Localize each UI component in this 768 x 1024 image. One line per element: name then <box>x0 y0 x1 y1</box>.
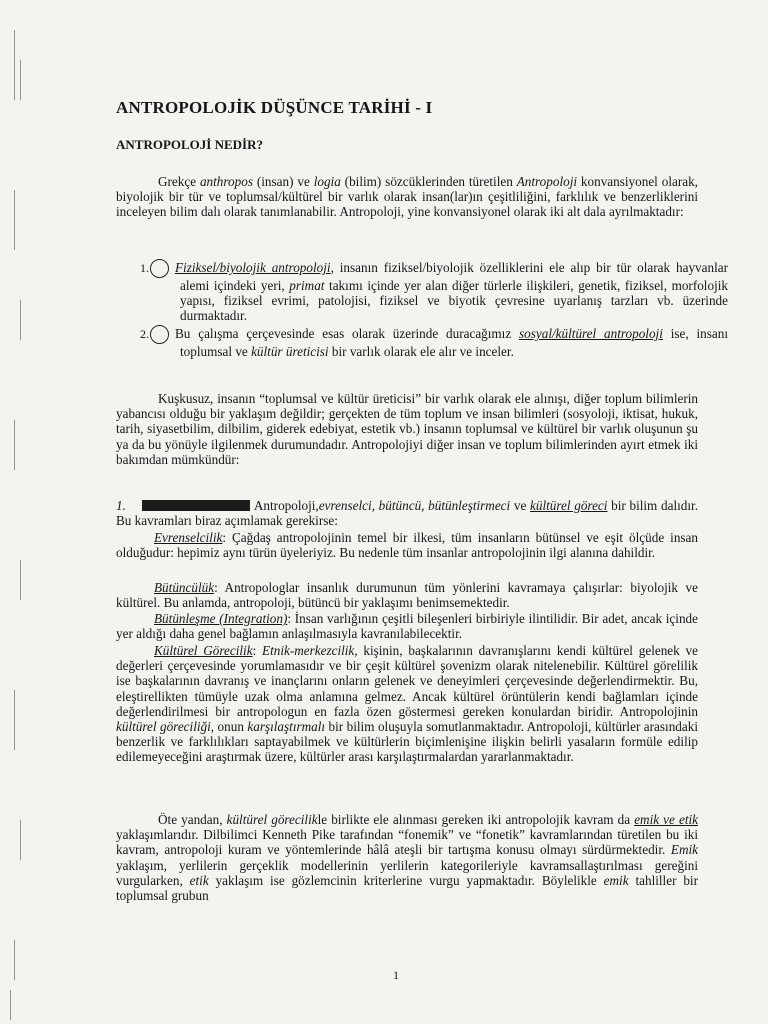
definition-kulturel-gorecilik: Kültürel Görecilik: Etnik-merkezcilik, kişinin, başkalarının davranışlarını kendi kültürel gelenek ve değerleri çerçevesinde yorumlamasıdır ve bir çeşit kültürel şovenizm olarak nitelenebilir. Kültürel görelilik ise başkalarının davranış ve inançlarını onların gelenek ve deneyimleri çerçevesinde değerlendirmektir. Bu, eleştirellikten tümüyle uzak olma anlamına gelmez. Ancak kültürel örüntülerin kendi bağlamları içinde değerlendirilmesi bir antropologun en fazla özen göstermesi gereken konulardan biridir. Antropolojinin kültürel göreciliği, onun karşılaştırmalı bir bilim oluşuyla somutlanmaktadır. Antropoloji, kültürler arasındaki benzerlik ve farklılıkları saptayabilmek ve kültürlerin biçimlenişine ilişkin belirli yasaların formüle edilip edilemeyeceğini araştırmak üzere, kültürler arası karşılaştırmalardan yararlanmaktadır. <box>116 643 698 765</box>
definition-butunculuk: Bütüncülük: Antropologlar insanlık durumunun tüm yönlerini kavramaya çalışırlar: biyolojik ve kültürel. Bu anlamda, antropoloji, bütüncü bir yaklaşımı benimsemektedir. <box>116 580 698 611</box>
page-number: 1 <box>393 968 399 982</box>
point-item: 1. Antropoloji,evrenselci, bütüncü, bütünleştirmeci ve kültürel göreci bir bilim dalıdır. Bu kavramları biraz açımlamak gerekirse: <box>116 498 698 529</box>
list-item: 2. Bu çalışma çerçevesinde esas olarak üzerinde duracağımız sosyal/kültürel antropoloji ise, insanı toplumsal ve kültür üreticisi bir varlık olarak ele alır ve inceler. <box>140 326 728 359</box>
intro-paragraph: Grekçe anthropos (insan) ve logia (bilim) sözcüklerinden türetilen Antropoloji konvansiyonel olarak, biyolojik bir tür ve toplumsal/kültürel bir varlık olarak insan(lar)ın çeşitliliğini, farklılık ve benzerliklerini inceleyen bilim dalı olarak tanımlanabilir. Antropoloji, yine konvansiyonel olarak iki alt dala ayrılmaktadır: <box>116 174 698 220</box>
scan-edge-mark <box>14 420 15 470</box>
list-item: 1. Fiziksel/biyolojik antropoloji, insanın fiziksel/biyolojik özelliklerini ele alıp bir tür olarak hayvanlar alemi içindeki yeri, primat takımı içinde yer alan diğer türlerle ilişkileri, genetik, fiziksel, morfolojik yapısı, fiziksel evrimi, patolojisi, fiziksel ve biyotik çevresine uyarlanış tarzları vb. üzerinde durmaktadır. <box>140 260 728 324</box>
scan-edge-mark <box>14 940 15 980</box>
scan-edge-mark <box>20 300 21 340</box>
scan-edge-mark <box>20 560 21 600</box>
body-paragraph: Kuşkusuz, insanın “toplumsal ve kültür üreticisi” bir varlık olarak ele alınışı, diğer toplum bilimlerin yabancısı olduğu bir yaklaşım değildir; gerçekten de tüm toplum ve insan bilimleri (sosyoloji, iktisat, hukuk, tarih, siyasetbilim, dilbilim, giderek edebiyat, estetik vb.) insanın toplumsal ve kültürel bir varlık oluşunun şu ya da bu yönüyle ilgilenmek durumundadır. Antropolojiyi diğer insan ve toplum bilimlerinden ayırt etmek iki bakımdan mümkündür: <box>116 391 698 467</box>
section-heading: ANTROPOLOJİ NEDİR? <box>116 137 263 152</box>
scan-edge-mark <box>14 30 15 100</box>
redacted-text <box>142 500 250 511</box>
scan-edge-mark <box>20 60 21 100</box>
list-number: 1. <box>150 259 169 278</box>
body-paragraph: Öte yandan, kültürel görecilikle birlikte ele alınması gereken iki antropolojik kavram da emik ve etik yaklaşımlarıdır. Dilbilimci Kenneth Pike tarafından “fonemik” ve “fonetik” kavramlarından türetilen bu iki kavram, antropoloji kuram ve yöntemlerinde hâlâ ateşli bir tartışma konusu olmayı sürdürmektedir. Emik yaklaşım, yerlilerin gerçeklik modellerinin yerlilerin kategorileriyle kavramsallaştırılması gereğini vurgularken, etik yaklaşım ise gözlemcinin kriterlerine vurgu yapmaktadır. Böylelikle emik tahliller bir toplumsal grubun <box>116 812 699 904</box>
definition-evrenselcilik: Evrenselcilik: Çağdaş antropolojinin temel bir ilkesi, tüm insanların bütünsel ve eşit ölçüde insan olduğudur: hepimiz aynı türün üyeleriyiz. Bu nedenle tüm insanlar antropolojinin ilgi alanına dahildir. <box>116 530 698 561</box>
scan-edge-mark <box>14 190 15 250</box>
document-title: ANTROPOLOJİK DÜŞÜNCE TARİHİ - I <box>116 98 433 117</box>
scan-edge-mark <box>14 690 15 750</box>
list-number: 2. <box>150 325 169 344</box>
scan-edge-mark <box>20 820 21 860</box>
scan-edge-mark <box>10 990 11 1020</box>
definition-butunlesme: Bütünleşme (Integration): İnsan varlığının çeşitli bileşenleri birbiriyle ilintilidir. Bir adet, ancak içinde yer aldığı daha genel bağlamın anlaşılmasıyla kavranılabilecektir. <box>116 611 698 642</box>
